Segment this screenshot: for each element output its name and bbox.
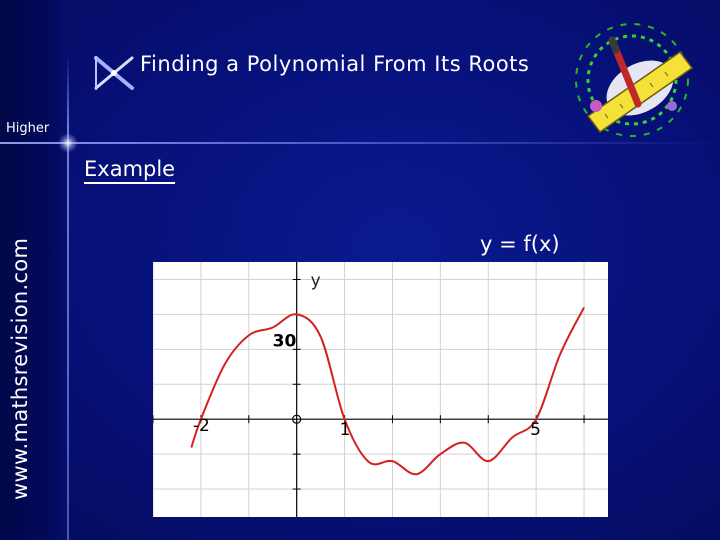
y-intercept-label: 30 bbox=[272, 331, 297, 352]
rule-cross-glow bbox=[58, 133, 78, 153]
page-title: Finding a Polynomial From Its Roots bbox=[140, 52, 530, 76]
polynomial-graph bbox=[153, 262, 608, 517]
root-label: 1 bbox=[339, 420, 351, 441]
y-axis-label: y bbox=[310, 271, 321, 291]
crossed-tools-icon bbox=[90, 52, 138, 94]
function-label: y = f(x) bbox=[480, 232, 560, 256]
site-url: www.mathsrevision.com bbox=[8, 237, 32, 500]
plot-background bbox=[153, 262, 608, 517]
level-label: Higher bbox=[6, 121, 50, 136]
ruler-pencil-badge-icon bbox=[560, 18, 705, 143]
root-label: -2 bbox=[192, 416, 210, 437]
root-label: 5 bbox=[530, 420, 541, 441]
example-heading: Example bbox=[84, 156, 175, 184]
vertical-rule bbox=[67, 55, 69, 540]
